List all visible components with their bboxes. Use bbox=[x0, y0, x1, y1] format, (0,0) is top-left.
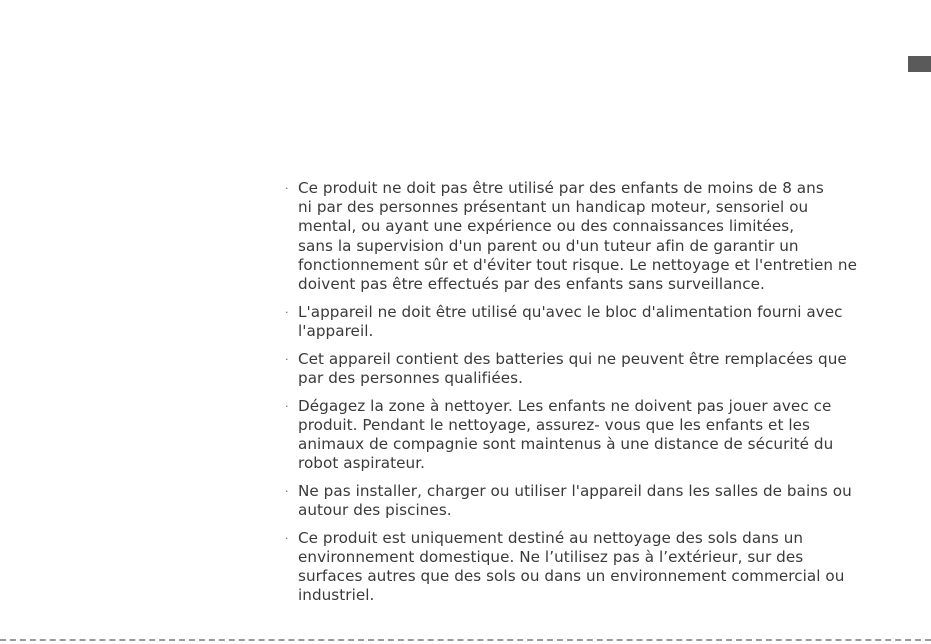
bullet-dot: · bbox=[285, 352, 289, 366]
text-line: par des personnes qualifiées. bbox=[298, 368, 523, 387]
language-tab-marker bbox=[908, 56, 931, 72]
list-item bbox=[285, 179, 905, 294]
text-line: environnement domestique. Ne l’utilisez pas à l’extérieur, sur des bbox=[298, 547, 804, 566]
text-line: sans la supervision d'un parent ou d'un tuteur afin de garantir un bbox=[298, 236, 799, 255]
text-line: doivent pas être effectués par des enfants sans surveillance. bbox=[298, 275, 765, 294]
text-line: l'appareil. bbox=[298, 321, 374, 340]
text-line: Ne pas installer, charger ou utiliser l'appareil dans les salles de bains ou bbox=[298, 481, 852, 500]
bullet-dot: · bbox=[285, 531, 289, 545]
text-line: Cet appareil contient des batteries qui ne peuvent être remplacées que bbox=[298, 349, 847, 368]
text-line: Dégagez la zone à nettoyer. Les enfants ne doivent pas jouer avec ce bbox=[298, 396, 832, 415]
text-line: mental, ou ayant une expérience ou des connaissances limitées, bbox=[298, 217, 795, 236]
text-line: surfaces autres que des sols ou dans un environnement commercial ou bbox=[298, 567, 845, 586]
text-line: L'appareil ne doit être utilisé qu'avec le bloc d'alimentation fourni avec bbox=[298, 302, 843, 321]
bullet-dot: · bbox=[285, 305, 289, 319]
text-line: Ce produit est uniquement destiné au nettoyage des sols dans un bbox=[298, 528, 804, 547]
text-line: produit. Pendant le nettoyage, assurez- vous que les enfants et les bbox=[298, 415, 810, 434]
bullet-dot: · bbox=[285, 182, 289, 195]
text-line: industriel. bbox=[298, 586, 375, 605]
safety-instructions-list bbox=[285, 179, 905, 614]
text-line: animaux de compagnie sont maintenus à une distance de sécurité du bbox=[298, 434, 834, 453]
list-item bbox=[285, 482, 905, 520]
text-line: autour des piscines. bbox=[298, 501, 452, 520]
list-item bbox=[285, 350, 905, 388]
text-line: ni par des personnes présentant un handicap moteur, sensoriel ou bbox=[298, 198, 809, 217]
text-line: Ce produit ne doit pas être utilisé par des enfants de moins de 8 ans bbox=[298, 179, 824, 197]
list-item bbox=[285, 529, 905, 606]
list-item bbox=[285, 397, 905, 474]
list-item bbox=[285, 303, 905, 341]
text-line: fonctionnement sûr et d'éviter tout risque. Le nettoyage et l'entretien ne bbox=[298, 255, 857, 274]
text-line: robot aspirateur. bbox=[298, 454, 425, 473]
bullet-dot: · bbox=[285, 484, 289, 498]
page-footer-dashed-rule bbox=[0, 639, 931, 641]
bullet-dot: · bbox=[285, 399, 289, 413]
